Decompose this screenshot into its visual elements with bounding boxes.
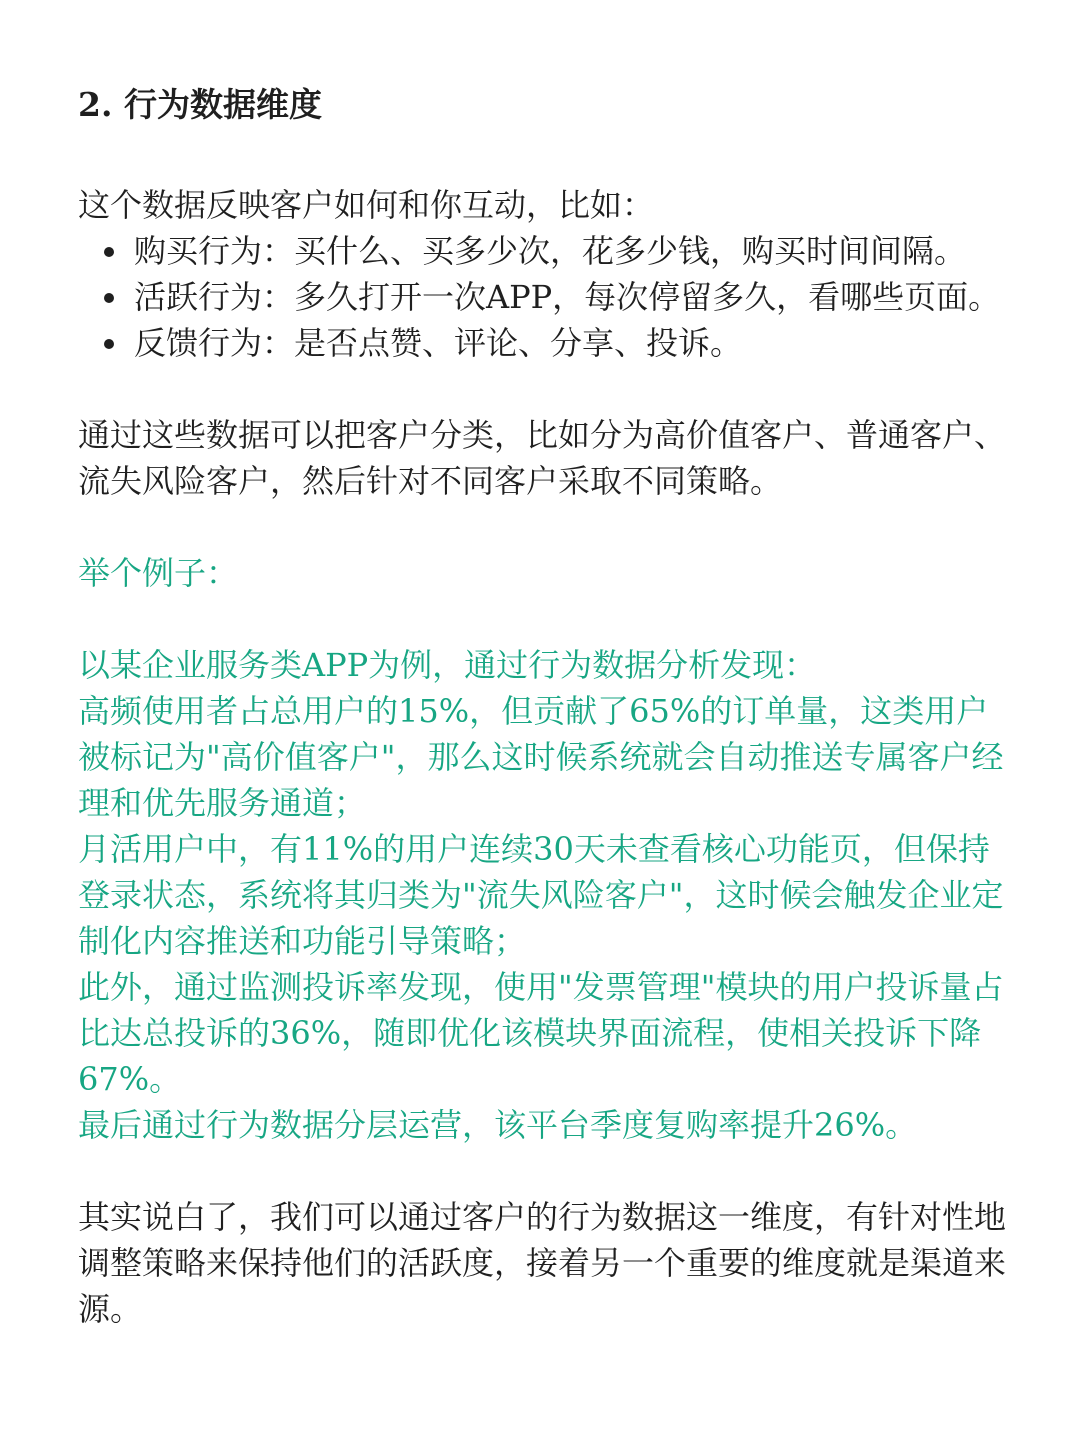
list-item-text: 活跃行为：多久打开一次APP，每次停留多久，看哪些页面。 bbox=[134, 278, 1001, 316]
list-item bbox=[78, 228, 1013, 274]
conclusion-paragraph: 其实说白了，我们可以通过客户的行为数据这一维度，有针对性地调整策略来保持他们的活跃度，接着另一个重要的维度就是渠道来源。 bbox=[78, 1198, 1007, 1328]
example-label: 举个例子： bbox=[78, 554, 239, 592]
intro-text: 这个数据反映客户如何和你互动，比如： bbox=[78, 186, 655, 224]
list-item bbox=[78, 320, 1013, 366]
bullet-icon bbox=[104, 293, 114, 303]
example-line: 月活用户中，有11%的用户连续30天未查看核心功能页，但保持登录状态，系统将其归类为"流失风险客户"，这时候会触发企业定制化内容推送和功能引导策略； bbox=[78, 830, 1004, 960]
behavior-list bbox=[78, 228, 1013, 366]
bullet-icon bbox=[104, 247, 114, 257]
example-line: 最后通过行为数据分层运营，该平台季度复购率提升26%。 bbox=[78, 1106, 918, 1144]
bullet-icon bbox=[104, 339, 114, 349]
example-line: 以某企业服务类APP为例，通过行为数据分析发现： bbox=[78, 646, 817, 684]
article-body bbox=[78, 82, 1013, 1332]
list-item bbox=[78, 274, 1013, 320]
example-block bbox=[78, 642, 1013, 1148]
section-heading: 2. 行为数据维度 bbox=[78, 85, 322, 124]
classification-paragraph: 通过这些数据可以把客户分类，比如分为高价值客户、普通客户、流失风险客户，然后针对不同客户采取不同策略。 bbox=[78, 416, 1007, 500]
example-line: 此外，通过监测投诉率发现，使用"发票管理"模块的用户投诉量占比达总投诉的36%，随即优化该模块界面流程，使相关投诉下降67%。 bbox=[78, 968, 1004, 1098]
list-item-text: 购买行为：买什么、买多少次，花多少钱，购买时间间隔。 bbox=[134, 232, 967, 270]
example-line: 高频使用者占总用户的15%，但贡献了65%的订单量，这类用户被标记为"高价值客户"，那么这时候系统就会自动推送专属客户经理和优先服务通道； bbox=[78, 692, 1004, 822]
list-item-text: 反馈行为：是否点赞、评论、分享、投诉。 bbox=[134, 324, 743, 362]
